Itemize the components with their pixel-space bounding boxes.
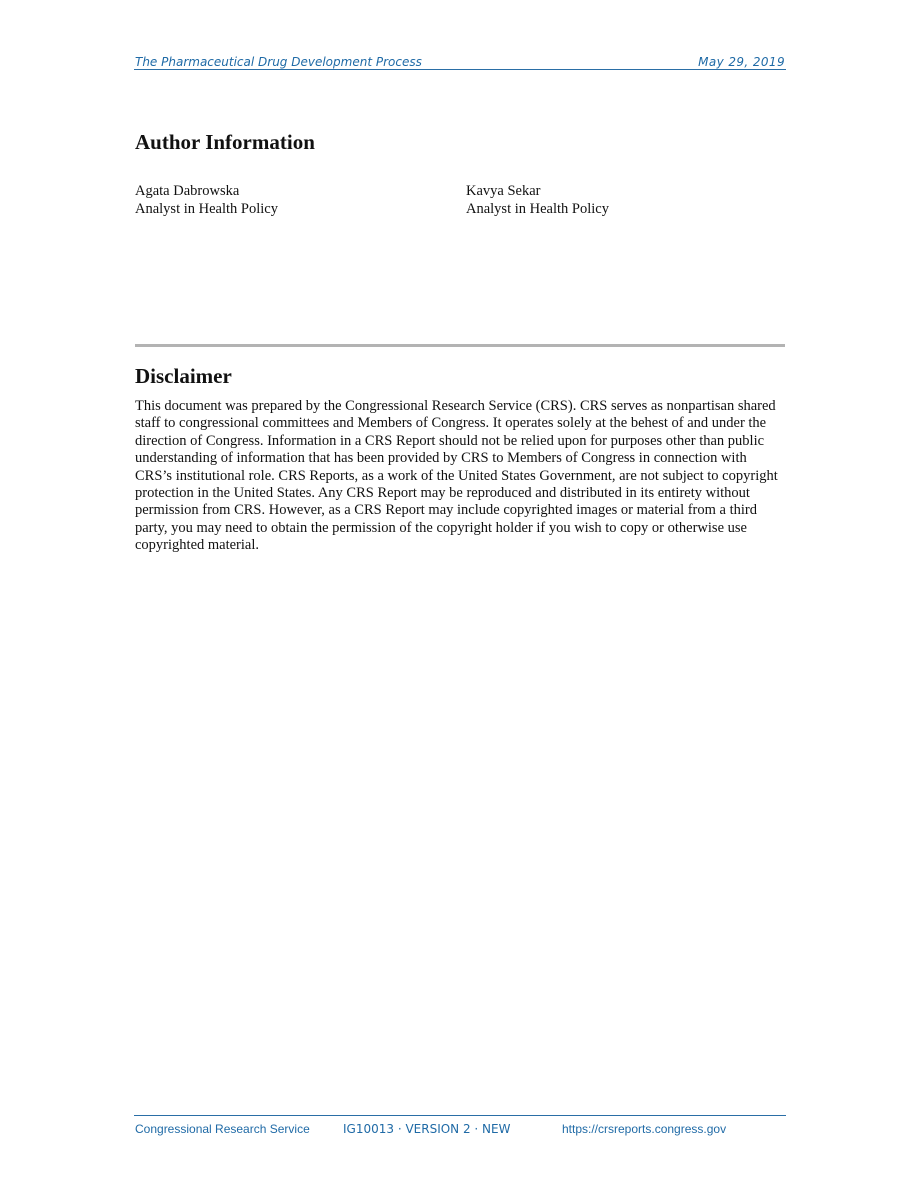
author-name: Agata Dabrowska — [135, 183, 240, 199]
page-footer — [134, 1115, 786, 1140]
author-role: Analyst in Health Policy — [466, 201, 609, 217]
author-role: Analyst in Health Policy — [135, 201, 278, 217]
disclaimer-text: This document was prepared by the Congressional Research Service (CRS). CRS serves as nonpartisan shared staff to congressional committees and Members of Congress. It operates solely at the behest of and under the direction of Congress. Information in a CRS Report should not be relied upon for purposes other than public understanding of information that has been provided by CRS to Members of Congress in connection with CRS’s institutional role. CRS Reports, as a work of the United States Government, are not subject to copyright protection in the United States. Any CRS Report may be reproduced and distributed in its entirety without permission from CRS. However, as a CRS Report may include copyrighted images or material from a third party, you may need to obtain the permission of the copyright holder if you wish to copy or otherwise use copyrighted material. — [135, 398, 778, 554]
running-header — [134, 54, 786, 70]
author-block — [135, 182, 278, 218]
author-name: Kavya Sekar — [466, 183, 541, 199]
author-information-heading: Author Information — [135, 130, 315, 154]
footer-url-link[interactable]: https://crsreports.congress.gov — [562, 1122, 727, 1136]
disclaimer-heading: Disclaimer — [135, 364, 232, 388]
header-date: May 29, 2019 — [698, 55, 785, 69]
footer-organization: Congressional Research Service — [135, 1122, 310, 1136]
header-title: The Pharmaceutical Drug Development Process — [135, 55, 422, 69]
author-block — [466, 182, 609, 218]
footer-document-id: IG10013 · VERSION 2 · NEW — [343, 1122, 511, 1136]
section-divider — [135, 344, 785, 347]
